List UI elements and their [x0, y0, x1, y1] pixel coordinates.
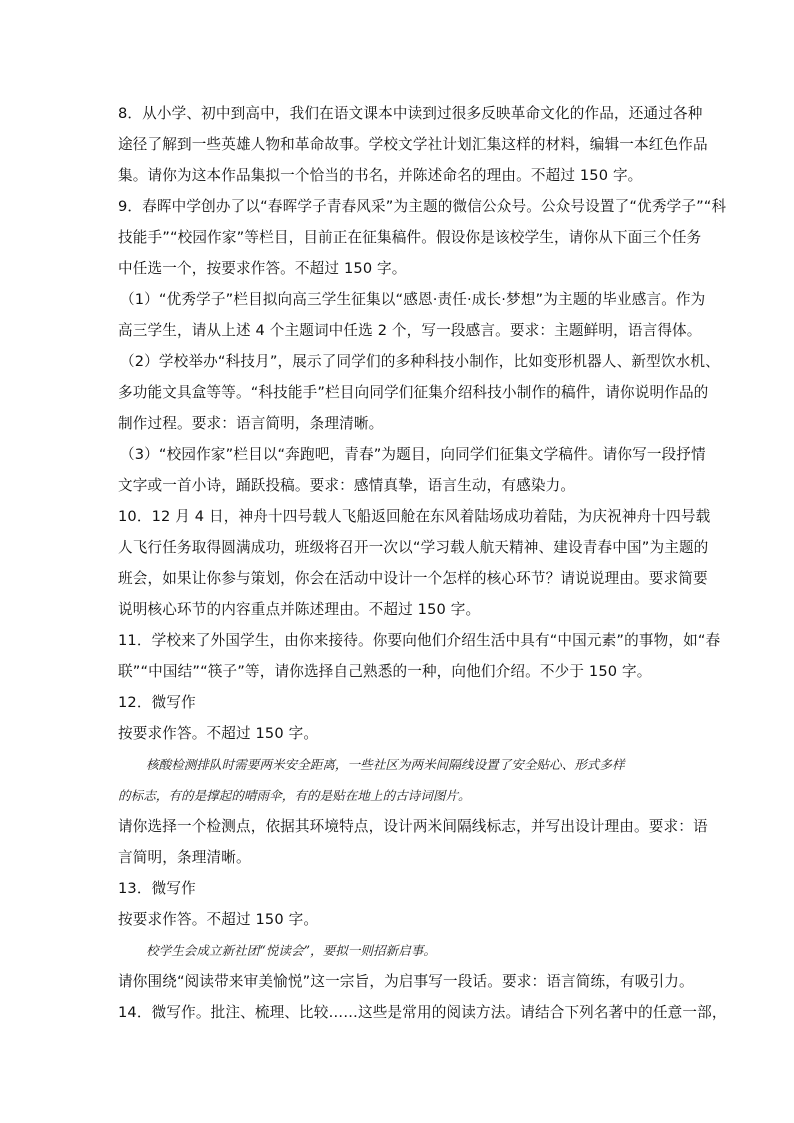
q12-material-line-2: 的标志，有的是撑起的晴雨伞，有的是贴在地上的古诗词图片。 [118, 788, 471, 803]
q8-line-3: 集。请你为这本作品集拟一个恰当的书名，并陈述命名的理由。不超过 150 字。 [118, 167, 643, 184]
q9-task2-line-2: 多功能文具盒等等。“科技能手”栏目向同学们征集介绍科技小制作的稿件，请你说明作品的 [118, 384, 709, 401]
q11-line-1: 11．学校来了外国学生，由你来接待。你要向他们介绍生活中具有“中国元素”的事物，如“春 [118, 632, 721, 649]
q12-heading: 12．微写作 [118, 694, 196, 711]
q13-material-line: 校学生会成立新社团“悦读会”，要拟一则招新启事。 [146, 943, 436, 958]
q9-task2-line-1: （2）学校举办“科技月”，展示了同学们的多种科技小制作，比如变形机器人、新型饮水机、 [120, 353, 720, 370]
q10-line-1: 10．12 月 4 日，神舟十四号载人飞船返回舱在东风着陆场成功着陆，为庆祝神舟十四号载 [118, 508, 711, 525]
q9-task1-line-1: （1）“优秀学子”栏目拟向高三学生征集以“感恩·责任·成长·梦想”为主题的毕业感言。作为 [120, 291, 706, 308]
q9-task1-line-2: 高三学生，请从上述 4 个主题词中任选 2 个，写一段感言。要求：主题鲜明，语言得体。 [118, 322, 702, 339]
q13-instruction: 按要求作答。不超过 150 字。 [118, 911, 319, 928]
q13-heading: 13．微写作 [118, 880, 196, 897]
document-body [118, 98, 727, 1028]
q8-line-1: 8．从小学、初中到高中，我们在语文课本中读到过很多反映革命文化的作品，还通过各种 [118, 105, 703, 122]
q14-line-1: 14．微写作。批注、梳理、比较……这些是常用的阅读方法。请结合下列名著中的任意一部， [118, 1004, 727, 1021]
q9-line-1: 9．春晖中学创办了以“春晖学子青春风采”为主题的微信公众号。公众号设置了“优秀学子”“科 [118, 198, 727, 215]
q12-task-line-1: 请你选择一个检测点，依据其环境特点，设计两米间隔线标志，并写出设计理由。要求：语 [118, 818, 708, 835]
q12-instruction: 按要求作答。不超过 150 字。 [118, 725, 319, 742]
q10-line-4: 说明核心环节的内容重点并陈述理由。不超过 150 字。 [118, 601, 481, 618]
q9-line-3: 中任选一个，按要求作答。不超过 150 字。 [118, 260, 407, 277]
q9-line-2: 技能手”“校园作家”等栏目，目前正在征集稿件。假设你是该校学生，请你从下面三个任务 [118, 229, 702, 246]
q10-line-3: 班会，如果让你参与策划，你会在活动中设计一个怎样的核心环节？请说说理由。要求简要 [118, 570, 708, 587]
q9-task2-line-3: 制作过程。要求：语言简明，条理清晰。 [118, 415, 384, 432]
q9-task3-line-1: （3）“校园作家”栏目以“奔跑吧，青春”为题目，向同学们征集文学稿件。请你写一段抒情 [120, 446, 706, 463]
q10-line-2: 人飞行任务取得圆满成功，班级将召开一次以“学习载人航天精神、建设青春中国”为主题的 [118, 539, 709, 556]
q13-task-line: 请你围绕“阅读带来审美愉悦”这一宗旨，为启事写一段话。要求：语言简练，有吸引力。 [118, 973, 694, 990]
q12-task-line-2: 言简明，条理清晰。 [118, 849, 251, 866]
q11-line-2: 联”“中国结”“筷子”等，请你选择自己熟悉的一种，向他们介绍。不少于 150 字。 [118, 663, 652, 680]
q8-line-2: 途径了解到一些英雄人物和革命故事。学校文学社计划汇集这样的材料，编辑一本红色作品 [118, 136, 708, 153]
q12-material-line-1: 核酸检测排队时需要两米安全距离，一些社区为两米间隔线设置了安全贴心、形式多样 [146, 757, 625, 772]
q9-task3-line-2: 文字或一首小诗，踊跃投稿。要求：感情真挚，语言生动，有感染力。 [118, 477, 576, 494]
